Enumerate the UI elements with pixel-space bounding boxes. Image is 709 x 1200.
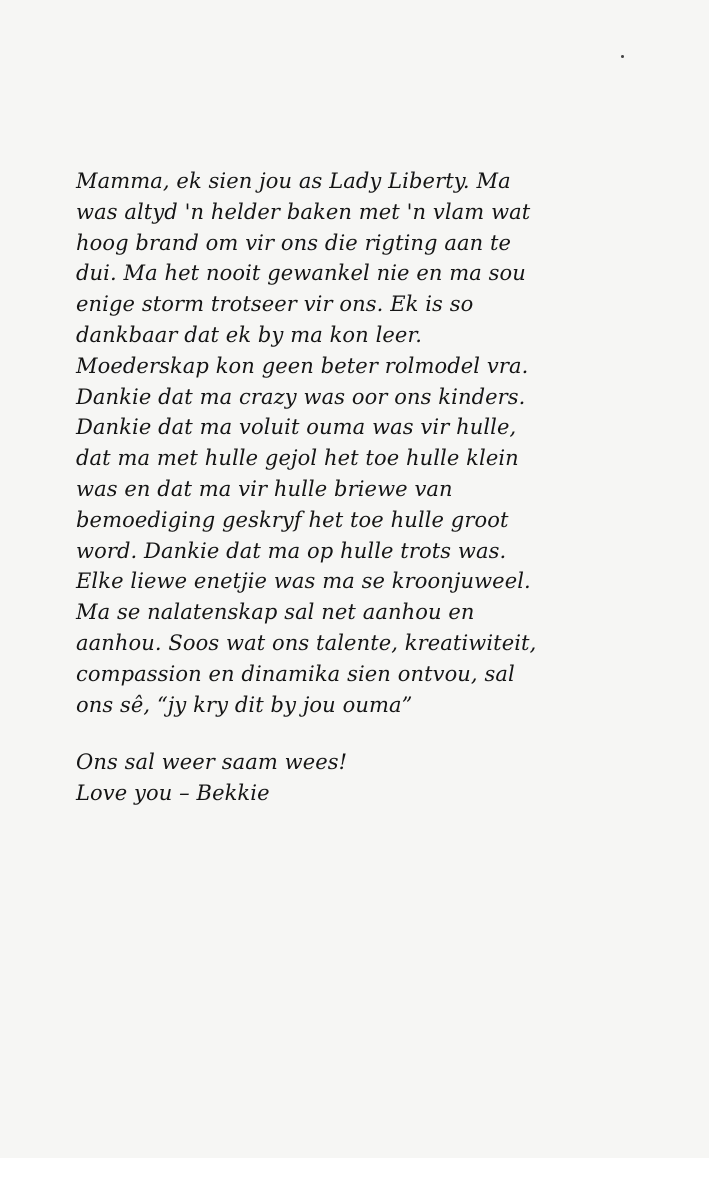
letter-line: Mamma, ek sien jou as Lady Liberty. Ma	[76, 169, 511, 193]
letter-line: ons sê, “jy kry dit by jou ouma”	[76, 692, 413, 717]
letter-line: bemoediging geskryf het toe hulle groot	[76, 507, 509, 532]
letter-line: dui. Ma het nooit gewankel nie en ma sou	[76, 261, 526, 286]
letter-line: was en dat ma vir hulle briewe van	[76, 476, 453, 501]
letter-line: Elke liewe enetjie was ma se kroonjuweel.	[76, 569, 531, 594]
letter-line: compassion en dinamika sien ontvou, sal	[76, 661, 515, 686]
closing-line: Ons sal weer saam wees!	[76, 750, 348, 775]
scan-speck	[621, 55, 624, 58]
letter-line: word. Dankie dat ma op hulle trots was.	[76, 538, 507, 563]
letter-line: Dankie dat ma crazy was oor ons kinders.	[76, 384, 526, 409]
letter-line: was altyd 'n helder baken met 'n vlam wat	[76, 199, 531, 224]
letter-line: Dankie dat ma voluit ouma was vir hulle,	[76, 415, 517, 440]
letter-body	[76, 166, 676, 809]
page-bottom-margin	[0, 1158, 709, 1200]
letter-line: dankbaar dat ek by ma kon leer.	[76, 322, 423, 347]
paragraph-gap	[76, 720, 676, 747]
signature-line: Love you – Bekkie	[76, 781, 270, 806]
letter-line: Moederskap kon geen beter rolmodel vra.	[76, 353, 529, 378]
letter-line: hoog brand om vir ons die rigting aan te	[76, 230, 512, 255]
letter-line: Ma se nalatenskap sal net aanhou en	[76, 600, 475, 625]
letter-line: enige storm trotseer vir ons. Ek is so	[76, 292, 474, 317]
letter-line: dat ma met hulle gejol het toe hulle klein	[76, 446, 519, 471]
letter-line: aanhou. Soos wat ons talente, kreatiwiteit,	[76, 630, 537, 655]
